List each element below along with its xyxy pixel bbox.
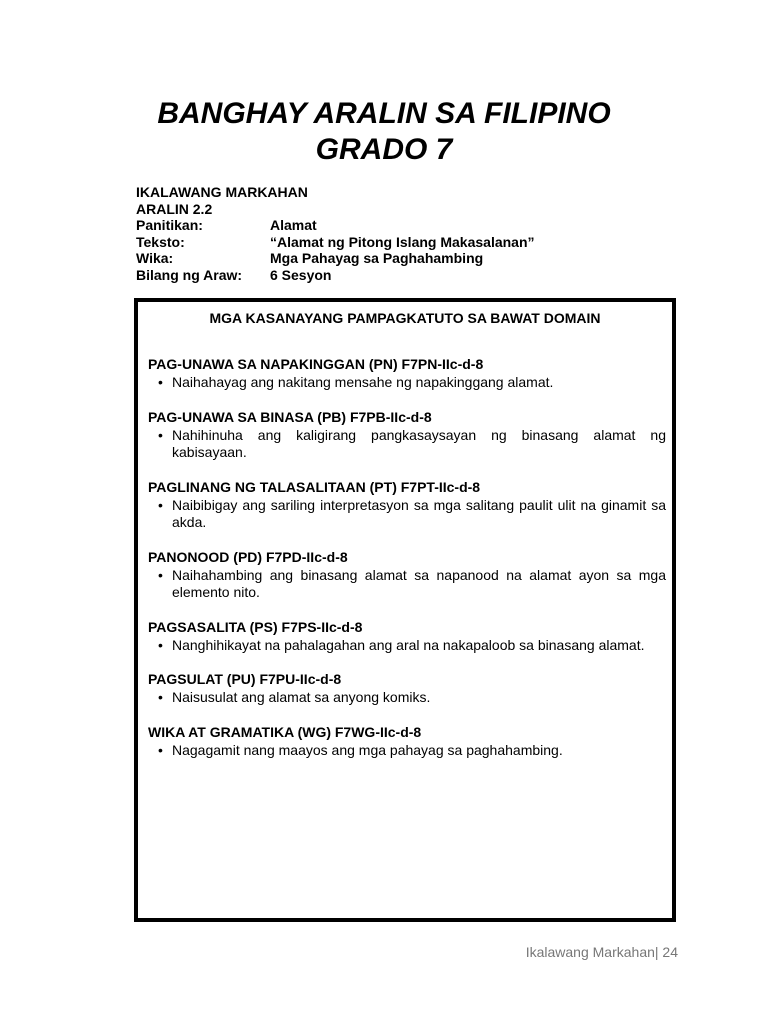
bullet-icon: •	[158, 496, 163, 513]
meta-label: Wika:	[136, 250, 174, 266]
meta-label: Panitikan:	[136, 217, 203, 233]
item-text: Nanghihikayat na pahalagahan ang aral na nakapaloob sa binasang alamat.	[172, 636, 645, 653]
section-title: WIKA AT GRAMATIKA (WG) F7WG-IIc-d-8	[148, 723, 422, 740]
competency-section	[148, 671, 666, 707]
list-item	[148, 689, 666, 707]
section-title: PAGLINANG NG TALASALITAAN (PT) F7PT-IIc-d-8	[148, 478, 481, 495]
quarter-label: IKALAWANG MARKAHAN	[136, 184, 308, 200]
section-title: PAG-UNAWA SA NAPAKINGGAN (PN) F7PN-IIc-d-8	[148, 356, 484, 372]
competency-section	[148, 549, 666, 602]
lesson-label: ARALIN 2.2	[136, 200, 213, 217]
bullet-icon: •	[158, 566, 163, 583]
bullet-icon: •	[158, 426, 163, 443]
section-title: PAGSULAT (PU) F7PU-IIc-d-8	[148, 671, 342, 687]
list-item	[148, 427, 666, 462]
meta-value: 6 Sesyon	[270, 266, 332, 283]
bullet-icon: •	[158, 689, 163, 705]
page-title: BANGHAY ARALIN SA FILIPINO	[157, 97, 611, 130]
meta-row	[136, 267, 535, 284]
competency-section	[148, 409, 666, 462]
meta-value: Alamat	[270, 217, 317, 233]
competency-section	[148, 724, 666, 760]
page-subtitle: GRADO 7	[315, 133, 453, 166]
page-footer: Ikalawang Markahan| 24	[525, 944, 678, 960]
competencies-box	[134, 298, 676, 922]
list-item	[148, 497, 666, 532]
competency-section	[148, 356, 666, 392]
meta-row	[136, 217, 535, 234]
list-item	[148, 742, 666, 760]
competency-list	[148, 356, 666, 776]
section-title: PAGSASALITA (PS) F7PS-IIc-d-8	[148, 618, 363, 635]
competency-section	[148, 479, 666, 532]
meta-label: Teksto:	[136, 233, 185, 250]
item-text: Naibibigay ang sariling interpretasyon sa mga salitang paulit ulit na ginamit sa akda.	[172, 496, 666, 530]
list-item	[148, 567, 666, 602]
item-text: Nagagamit nang maayos ang mga pahayag sa paghahambing.	[172, 741, 563, 758]
meta-row	[136, 250, 535, 267]
meta-row	[136, 234, 535, 251]
bullet-icon: •	[158, 636, 163, 653]
item-text: Naihahayag ang nakitang mensahe ng napakinggang alamat.	[172, 374, 554, 390]
list-item	[148, 637, 666, 655]
box-heading: MGA KASANAYANG PAMPAGKATUTO SA BAWAT DOMAIN	[209, 310, 601, 326]
meta-value: “Alamat ng Pitong Islang Makasalanan”	[270, 233, 535, 250]
bullet-icon: •	[158, 741, 163, 758]
section-title: PANONOOD (PD) F7PD-IIc-d-8	[148, 548, 348, 565]
item-text: Naisusulat ang alamat sa anyong komiks.	[172, 689, 431, 705]
meta-label: Bilang ng Araw:	[136, 266, 243, 283]
item-text: Naihahambing ang binasang alamat sa napanood na alamat ayon sa mga elemento nito.	[172, 566, 666, 600]
list-item	[148, 374, 666, 392]
meta-value: Mga Pahayag sa Paghahambing	[270, 250, 484, 266]
lesson-meta	[136, 184, 535, 283]
competency-section	[148, 619, 666, 655]
section-title: PAG-UNAWA SA BINASA (PB) F7PB-IIc-d-8	[148, 408, 432, 425]
item-text: Nahihinuha ang kaligirang pangkasaysayan ng binasang alamat ng kabisayaan.	[172, 426, 666, 460]
bullet-icon: •	[158, 374, 163, 390]
